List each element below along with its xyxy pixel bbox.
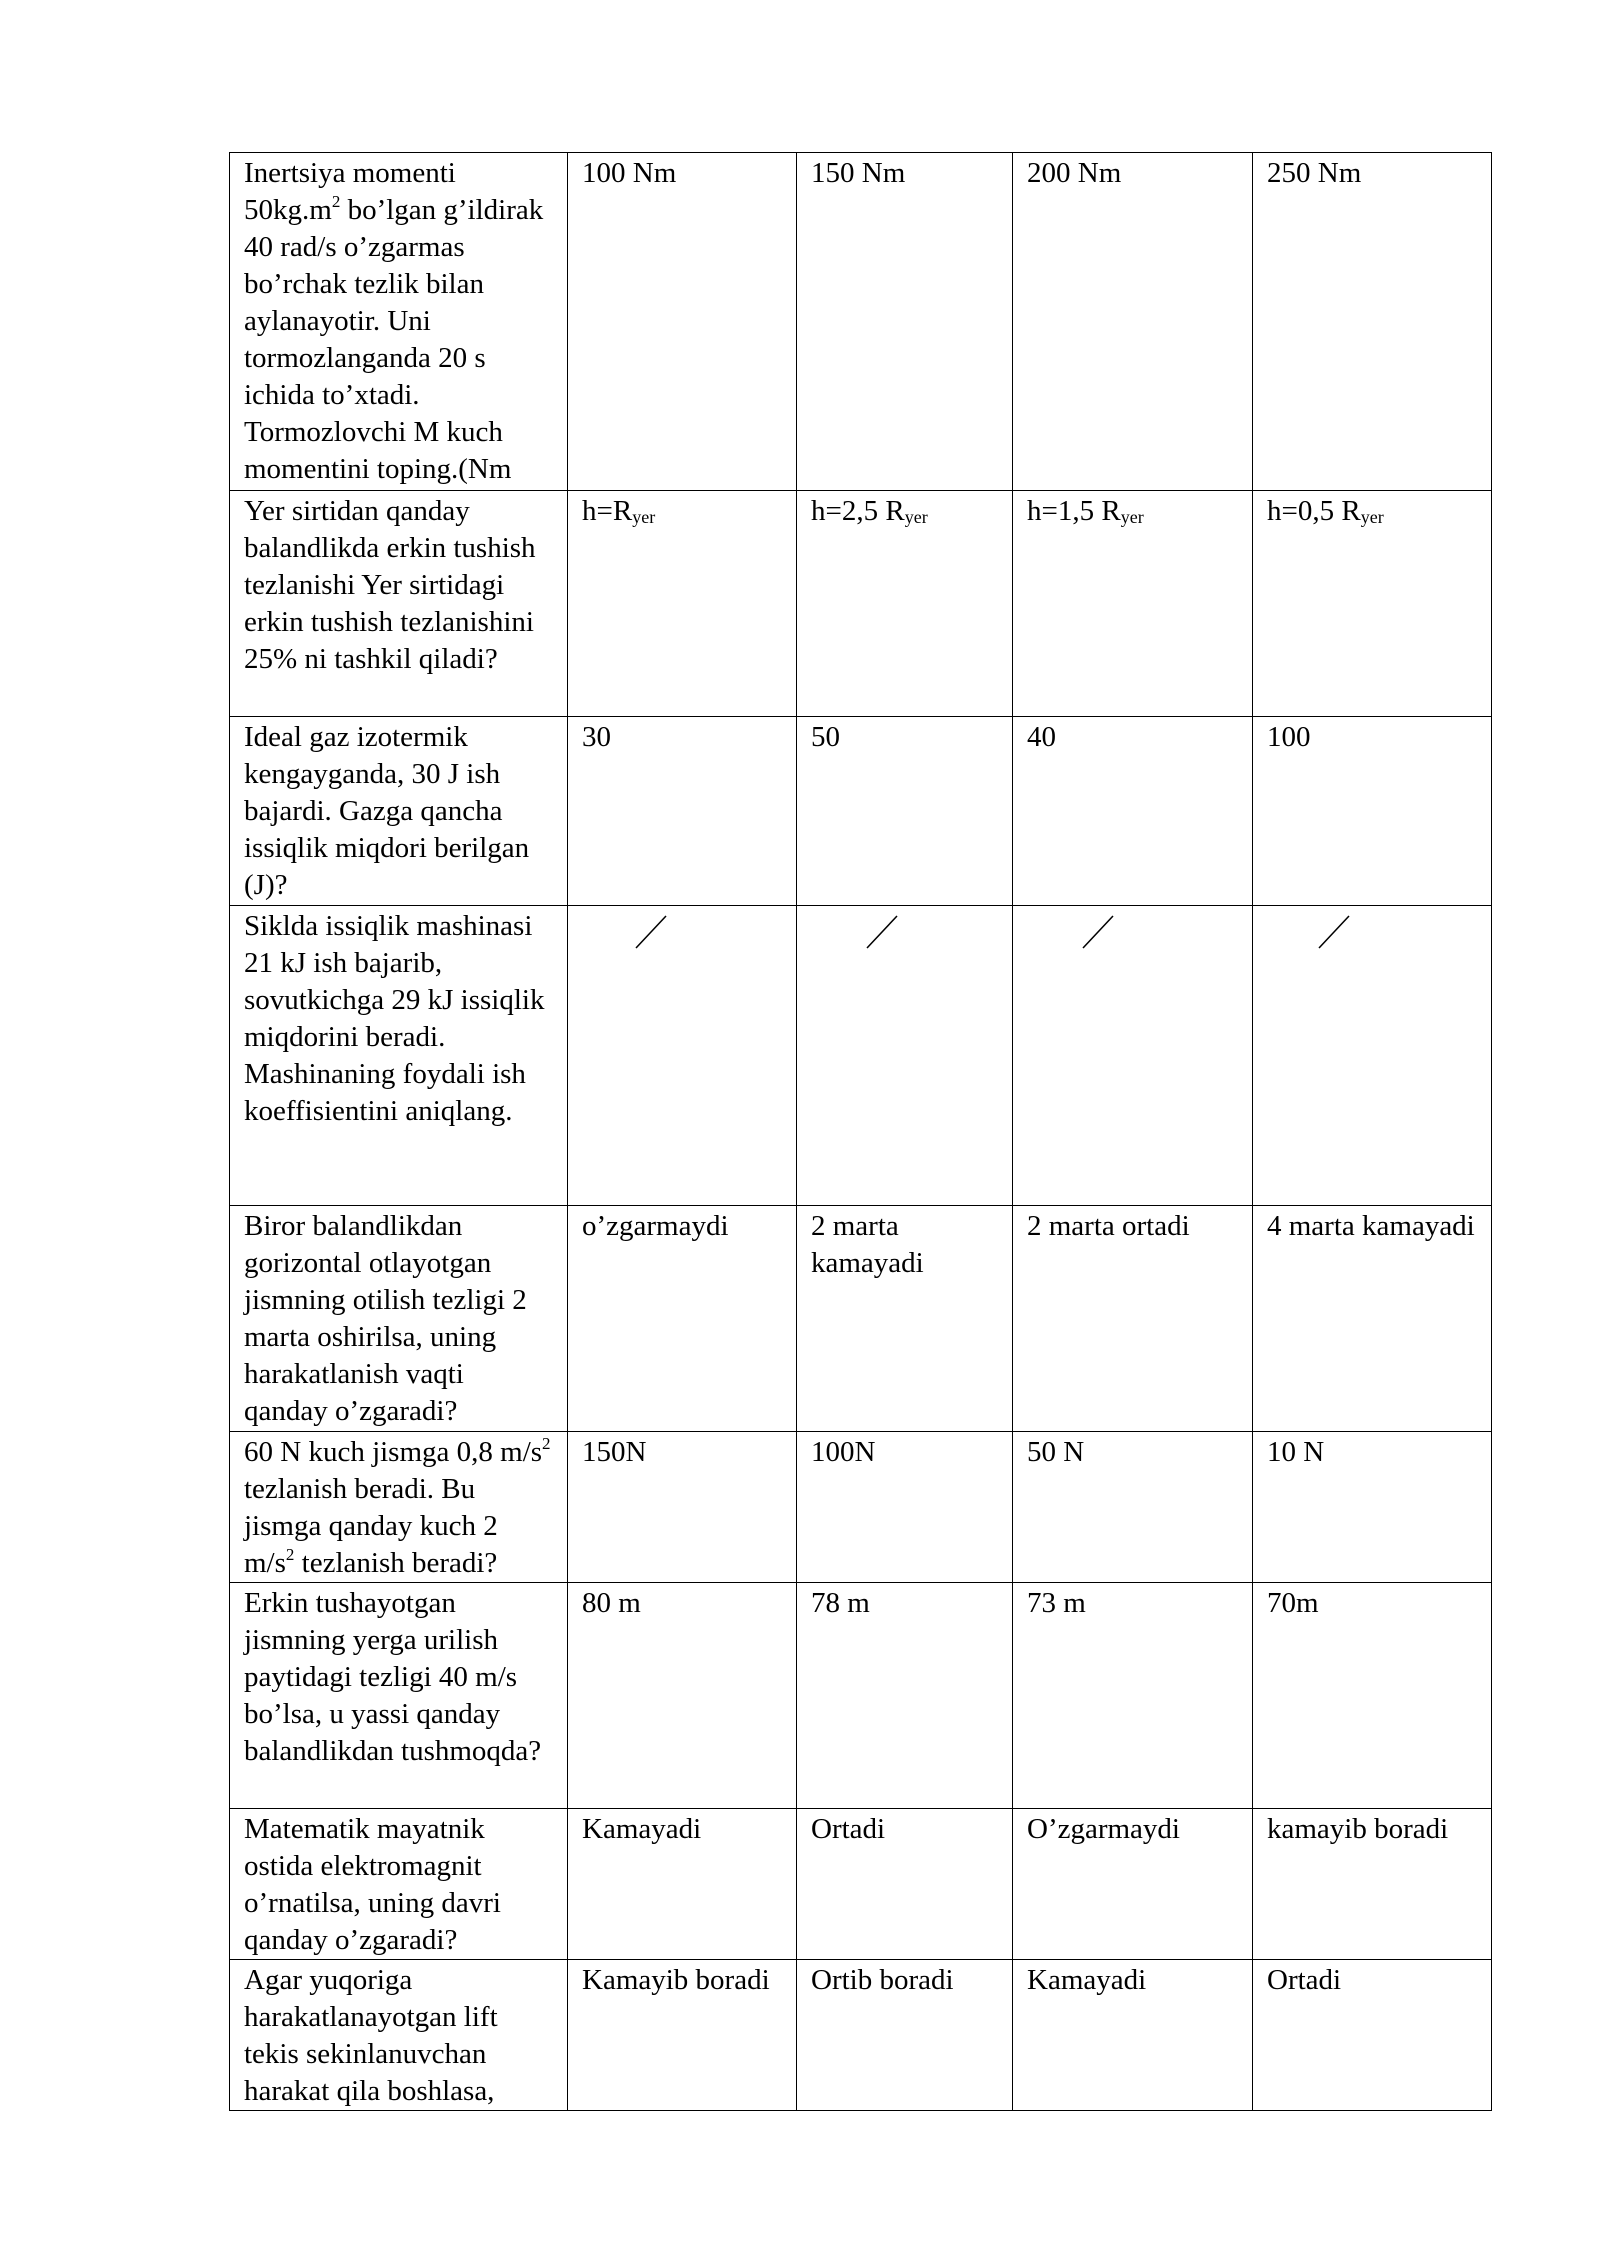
question-cell: Ideal gaz izotermik kengayganda, 30 J ish bajardi. Gazga qancha issiqlik miqdori berilgan (J)? [230, 717, 568, 906]
answer-cell: 200 Nm [1013, 153, 1253, 491]
answer-cell: 78 m [797, 1583, 1013, 1809]
question-cell: Yer sirtidan qanday balandlikda erkin tushish tezlanishi Yer sirtidagi erkin tushish tezlanishini 25% ni tashkil qiladi? [230, 491, 568, 717]
question-cell: Agar yuqoriga harakatlanayotgan lift tekis sekinlanuvchan harakat qila boshlasa, [230, 1960, 568, 2111]
answer-cell: h=1,5 $R_{yer}$ [1013, 491, 1253, 717]
table-row [230, 153, 1492, 491]
answer-cell: 80 m [568, 1583, 797, 1809]
slash-mark-icon [865, 914, 899, 950]
answer-cell [1013, 906, 1253, 1206]
answer-cell: 50 N [1013, 1432, 1253, 1583]
answer-cell: h=2,5 $R_{yer}$ [797, 491, 1013, 717]
answer-cell: 40 [1013, 717, 1253, 906]
question-cell: Erkin tushayotgan jismning yerga urilish paytidagi tezligi 40 m/s bo’lsa, u yassi qanday balandlikdan tushmoqda? [230, 1583, 568, 1809]
answer-cell: 100 Nm [568, 153, 797, 491]
answer-cell: h=0,5 $R_{yer}$ [1253, 491, 1492, 717]
table-row [230, 717, 1492, 906]
question-cell: Biror balandlikdan gorizontal otlayotgan jismning otilish tezligi 2 marta oshirilsa, uning harakatlanish vaqti qanday o’zgaradi? [230, 1206, 568, 1432]
answer-cell: 2 marta ortadi [1013, 1206, 1253, 1432]
table-row [230, 906, 1492, 1206]
answer-cell: Ortadi [797, 1809, 1013, 1960]
table-row [230, 1809, 1492, 1960]
table-row [230, 1960, 1492, 2111]
answer-cell: 10 N [1253, 1432, 1492, 1583]
answer-cell: 70m [1253, 1583, 1492, 1809]
answer-cell: Ortib boradi [797, 1960, 1013, 2111]
quiz-table [229, 152, 1492, 2111]
answer-cell: 4 marta kamayadi [1253, 1206, 1492, 1432]
answer-cell [1253, 906, 1492, 1206]
answer-cell: 150 Nm [797, 153, 1013, 491]
answer-cell: Kamayadi [568, 1809, 797, 1960]
answer-cell: O’zgarmaydi [1013, 1809, 1253, 1960]
answer-cell: 50 [797, 717, 1013, 906]
answer-cell: Kamayib boradi [568, 1960, 797, 2111]
question-cell: 60 N kuch jismga 0,8 $m/s^2$ tezlanish beradi. Bu jismga qanday kuch 2 $m/s^2$ tezlanish beradi? [230, 1432, 568, 1583]
answer-cell: 2 marta kamayadi [797, 1206, 1013, 1432]
slash-mark-icon [634, 914, 668, 950]
answer-cell: Ortadi [1253, 1960, 1492, 2111]
table-row [230, 1583, 1492, 1809]
answer-cell: $h=R_{yer}$ [568, 491, 797, 717]
question-cell: Siklda issiqlik mashinasi 21 kJ ish bajarib, sovutkichga 29 kJ issiqlik miqdorini beradi. Mashinaning foydali ish koeffisientini aniqlang. [230, 906, 568, 1206]
question-cell: Inertsiya momenti $50kg.m^2$ bo’lgan g’ildirak 40 rad/s o’zgarmas bo’rchak tezlik bilan aylanayotir. Uni tormozlanganda 20 s ichida to’xtadi. Tormozlovchi M kuch momentini toping.(Nm [230, 153, 568, 491]
question-cell: Matematik mayatnik ostida elektromagnit o’rnatilsa, uning davri qanday o’zgaradi? [230, 1809, 568, 1960]
answer-cell: Kamayadi [1013, 1960, 1253, 2111]
answer-cell: kamayib boradi [1253, 1809, 1492, 1960]
answer-cell: o’zgarmaydi [568, 1206, 797, 1432]
answer-cell [797, 906, 1013, 1206]
answer-cell: 100 [1253, 717, 1492, 906]
answer-cell [568, 906, 797, 1206]
answer-cell: 30 [568, 717, 797, 906]
table-row [230, 1432, 1492, 1583]
slash-mark-icon [1081, 914, 1115, 950]
answer-cell: 150N [568, 1432, 797, 1583]
slash-mark-icon [1317, 914, 1351, 950]
answer-cell: 250 Nm [1253, 153, 1492, 491]
answer-cell: 73 m [1013, 1583, 1253, 1809]
answer-cell: 100N [797, 1432, 1013, 1583]
table-row [230, 1206, 1492, 1432]
table-row [230, 491, 1492, 717]
